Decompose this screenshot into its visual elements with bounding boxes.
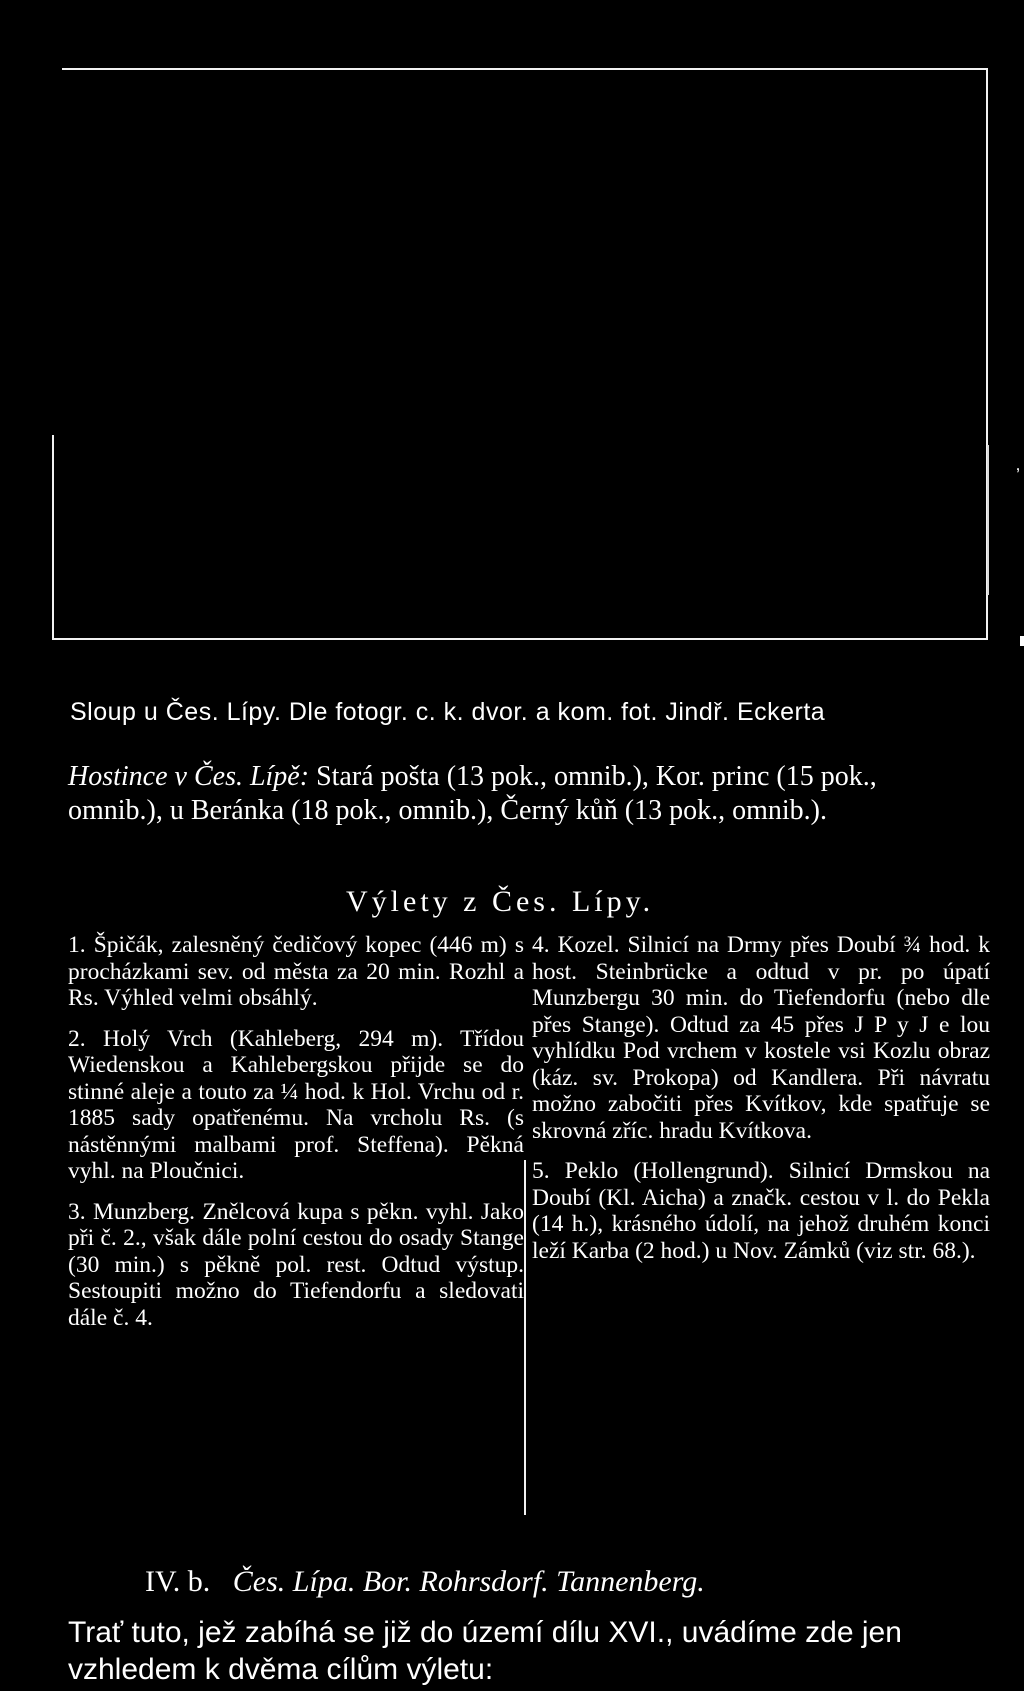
- trip-3: 3. Munzberg. Znělcová kupa s pěkn. vyhl. Jako při č. 2., však dále polní cestou do osady Stange (30 min.) s pěkně pol. rest. Odtud výstup. Sestoupiti možno do Tiefendorfu a sledovati dále č. 4.: [68, 1198, 524, 1331]
- column-divider: [524, 1160, 526, 1515]
- hostince-paragraph: [68, 760, 978, 828]
- frame-mark: ‚: [1016, 454, 1020, 474]
- route-number: IV. b.: [145, 1565, 211, 1598]
- trip-2: 2. Holý Vrch (Kahleberg, 294 m). Třídou Wiedenskou a Kahlebergskou přijde se do stinné aleje a touto za ¼ hod. k Hol. Vrchu od r. 1885 sady opatřenému. Na vrcholu Rs. (s nástěnnými malbami prof. Steffena). Pěkná vyhl. na Ploučnici.: [68, 1025, 524, 1184]
- right-column: [532, 932, 990, 1278]
- photo-caption: Sloup u Čes. Lípy. Dle fotogr. c. k. dvor. a kom. fot. Jindř. Eckerta: [70, 698, 826, 726]
- photo-frame-inner-edge: [987, 445, 989, 595]
- trip-4: 4. Kozel. Silnicí na Drmy přes Doubí ¾ hod. k host. Steinbrücke a odtud v pr. po úpatí Munzbergu 30 min. do Tiefendorfu (nebo dle přes Stange). Odtud za 45 přes J P y J e lou vyhlídku Pod vrchem v kostele vsi Kozlu obraz (káz. sv. Prokopa) od Kandlera. Při návratu možno zabočiti přes Kvítkov, kde spatřuje se skrovná zříc. hradu Kvítkova.: [532, 932, 990, 1144]
- left-column: [68, 932, 524, 1345]
- frame-dot: [1020, 636, 1024, 646]
- route-subheading: [145, 1565, 705, 1599]
- route-places: Čes. Lípa. Bor. Rohrsdorf. Tannenberg.: [232, 1565, 705, 1598]
- hostince-text: Stará pošta (13 pok., omnib.), Kor. princ (15 pok., omnib.), u Beránka (18 pok., omnib.), Černý kůň (13 pok., omnib.).: [68, 761, 877, 826]
- photo-frame-left-edge: [52, 435, 54, 640]
- photo-frame: [52, 68, 988, 640]
- section-title: Výlety z Čes. Lípy.: [346, 885, 655, 918]
- trip-5: 5. Peklo (Hollengrund). Silnicí Drmskou na Doubí (Kl. Aicha) a značk. cestou v l. do Pekla (14 h.), krásného údolí, na jehož druhém konci leží Karba (2 hod.) u Nov. Zámků (viz str. 68.).: [532, 1158, 990, 1264]
- hostince-label: Hostince v Čes. Lípě:: [68, 761, 310, 792]
- trip-1: 1. Špičák, zalesněný čedičový kopec (446 m) s procházkami sev. od města za 20 min. Rozhl a Rs. Výhled velmi obsáhlý.: [68, 932, 524, 1011]
- footer-paragraph: Trať tuto, jež zabíhá se již do území dílu XVI., uvádíme zde jen vzhledem k dvěma cílům výletu:: [68, 1616, 902, 1686]
